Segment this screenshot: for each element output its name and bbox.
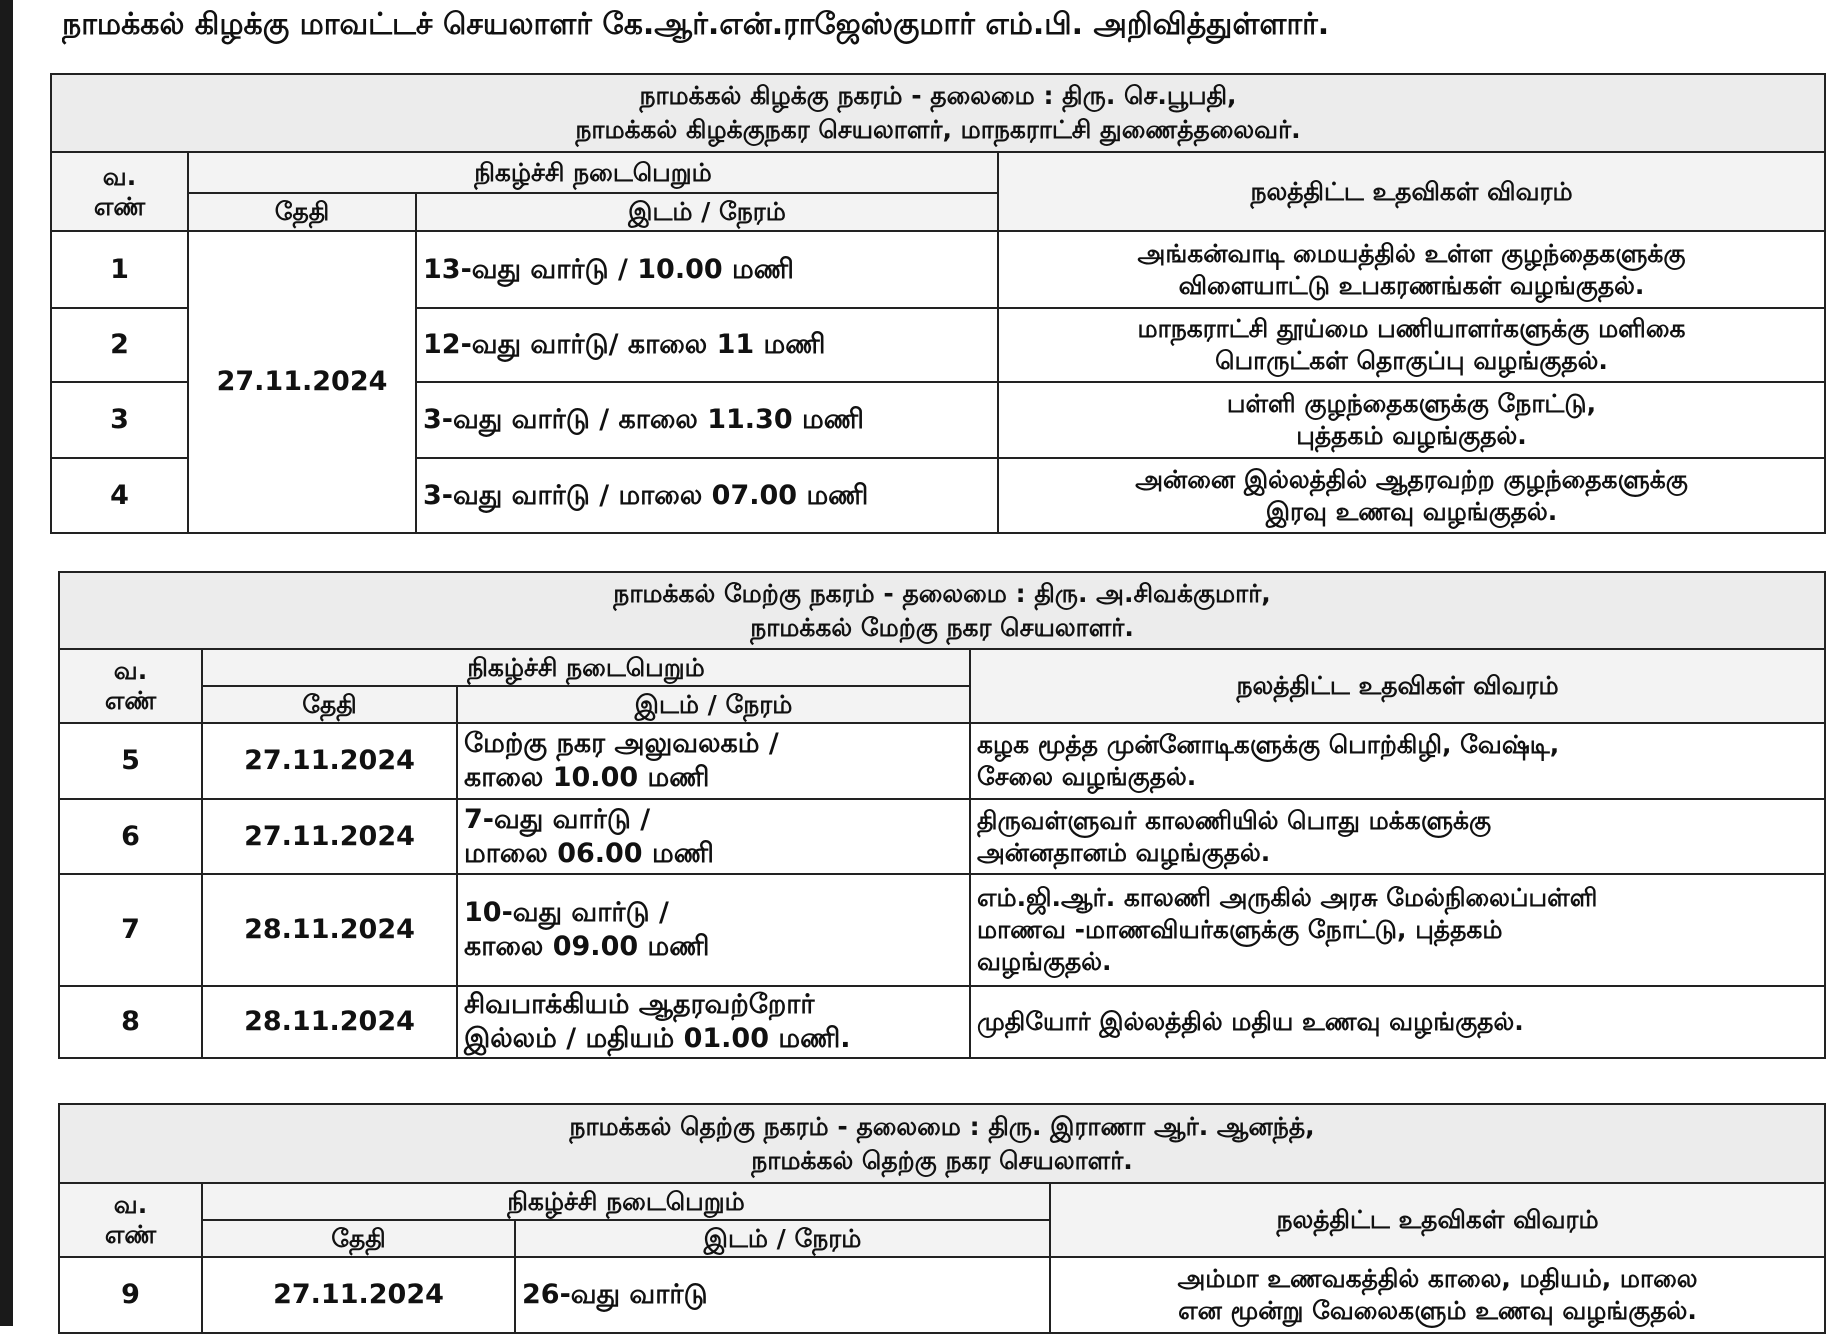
event-header: நிகழ்ச்சி நடைபெறும் [202, 649, 970, 686]
benefit-details [998, 382, 1825, 458]
event-date: 27.11.2024 [188, 231, 416, 533]
event-date: 27.11.2024 [202, 1257, 515, 1333]
details-line: எம்.ஜி.ஆர். காலணி அருகில் அரசு மேல்நிலைப்பள்ளி [977, 883, 1598, 912]
serial-number: 7 [59, 874, 202, 986]
place-line: சிவபாக்கியம் ஆதரவற்றோர் [464, 989, 815, 1020]
details-line: மாநகராட்சி தூய்மை பணியாளர்களுக்கு மளிகை [1137, 314, 1686, 343]
place-line: இல்லம் / மதியம் 01.00 மணி. [464, 1023, 851, 1054]
serial-number: 2 [51, 308, 188, 382]
details-line: அங்கன்வாடி மையத்தில் உள்ள குழந்தைகளுக்கு [1137, 238, 1686, 268]
date-header: தேதி [202, 686, 457, 723]
announcement-heading: நாமக்கல் கிழக்கு மாவட்டச் செயலாளர் கே.ஆர்.என்.ராஜேஸ்குமார் எம்.பி. அறிவித்துள்ளார். [62, 7, 1330, 42]
event-header: நிகழ்ச்சி நடைபெறும் [202, 1183, 1050, 1220]
table-title [59, 572, 1825, 649]
date-header: தேதி [188, 193, 416, 231]
table-title-row [59, 1104, 1825, 1183]
title-line: நாமக்கல் தெற்கு நகரம் - தலைமை : திரு. இராணா ஆர். ஆனந்த், [569, 1111, 1315, 1141]
place-time-header: இடம் / நேரம் [515, 1220, 1050, 1257]
table-row [59, 799, 1825, 874]
details-header: நலத்திட்ட உதவிகள் விவரம் [970, 649, 1825, 723]
event-date: 27.11.2024 [202, 723, 457, 799]
details-line: அம்மா உணவகத்தில் காலை, மதியம், மாலை [1177, 1264, 1698, 1293]
place-time: 13-வது வார்டு / 10.00 மணி [416, 231, 998, 308]
table-title-row [59, 572, 1825, 649]
south-town-schedule-table [58, 1103, 1826, 1334]
details-line: அன்னை இல்லத்தில் ஆதரவற்ற குழந்தைகளுக்கு [1135, 464, 1688, 494]
title-line: நாமக்கல் மேற்கு நகர செயலாளர். [750, 612, 1134, 642]
serial-number: 4 [51, 458, 188, 533]
east-town-schedule-table [50, 73, 1826, 534]
header-row [51, 152, 1825, 193]
title-line: நாமக்கல் கிழக்குநகர செயலாளர், மாநகராட்சி துணைத்தலைவர். [575, 115, 1301, 144]
details-line: புத்தகம் வழங்குதல். [1296, 421, 1527, 450]
place-time: 12-வது வார்டு/ காலை 11 மணி [416, 308, 998, 382]
table-row [59, 874, 1825, 986]
place-line: 7-வது வார்டு / [464, 803, 651, 835]
benefit-details [998, 458, 1825, 533]
place-time: 26-வது வார்டு [515, 1257, 1050, 1333]
place-line: காலை 09.00 மணி [464, 931, 710, 962]
place-time-header: இடம் / நேரம் [416, 193, 998, 231]
details-line: வழங்குதல். [977, 947, 1112, 976]
header-text: வ. [113, 656, 148, 685]
serial-number-header [51, 152, 188, 231]
table-title-row [51, 74, 1825, 152]
serial-number: 6 [59, 799, 202, 874]
left-border-bar [0, 0, 13, 1326]
place-time [457, 799, 970, 874]
details-line: கழக மூத்த முன்னோடிகளுக்கு பொற்கிழி, வேஷ்டி, [977, 730, 1560, 759]
place-line: மாலை 06.00 மணி [464, 837, 714, 869]
place-time [457, 874, 970, 986]
benefit-details [998, 308, 1825, 382]
benefit-details [970, 874, 1825, 986]
header-text: எண் [104, 1220, 157, 1249]
details-line: பொருட்கள் தொகுப்பு வழங்குதல். [1215, 346, 1608, 375]
benefit-details [1050, 1257, 1825, 1333]
title-line: நாமக்கல் கிழக்கு நகரம் - தலைமை : திரு. செ.பூபதி, [639, 81, 1237, 110]
details-line: திருவள்ளுவர் காலணியில் பொது மக்களுக்கு [977, 805, 1492, 835]
details-header: நலத்திட்ட உதவிகள் விவரம் [1050, 1183, 1825, 1257]
header-text: வ. [113, 1190, 148, 1219]
table-title [51, 74, 1825, 152]
benefit-details [998, 231, 1825, 308]
serial-number: 8 [59, 986, 202, 1058]
details-line: சேலை வழங்குதல். [977, 762, 1197, 791]
event-date: 28.11.2024 [202, 986, 457, 1058]
benefit-details [970, 986, 1825, 1058]
title-line: நாமக்கல் தெற்கு நகர செயலாளர். [751, 1145, 1133, 1175]
title-line: நாமக்கல் மேற்கு நகரம் - தலைமை : திரு. அ.சிவக்குமார், [613, 578, 1271, 608]
benefit-details [970, 799, 1825, 874]
serial-number: 5 [59, 723, 202, 799]
header-row [59, 649, 1825, 686]
place-line: மேற்கு நகர அலுவலகம் / [464, 728, 779, 759]
west-town-schedule-table [58, 571, 1826, 1059]
table-row [51, 231, 1825, 308]
details-line: முதியோர் இல்லத்தில் மதிய உணவு வழங்குதல். [977, 1007, 1524, 1036]
date-header: தேதி [202, 1220, 515, 1257]
table-row [59, 1257, 1825, 1333]
table-title [59, 1104, 1825, 1183]
place-line: காலை 10.00 மணி [464, 762, 710, 793]
details-line: என மூன்று வேலைகளும் உணவு வழங்குதல். [1178, 1296, 1697, 1325]
header-text: எண் [93, 191, 146, 221]
header-text: எண் [104, 686, 157, 715]
table-row [59, 986, 1825, 1058]
serial-number: 9 [59, 1257, 202, 1333]
header-row [59, 1183, 1825, 1220]
place-time: 3-வது வார்டு / காலை 11.30 மணி [416, 382, 998, 458]
details-line: விளையாட்டு உபகரணங்கள் வழங்குதல். [1178, 270, 1645, 300]
place-line: 10-வது வார்டு / [464, 897, 669, 928]
serial-number-header [59, 649, 202, 723]
table-row [59, 723, 1825, 799]
place-time [457, 723, 970, 799]
event-header: நிகழ்ச்சி நடைபெறும் [188, 152, 998, 193]
serial-number: 3 [51, 382, 188, 458]
serial-number: 1 [51, 231, 188, 308]
details-line: இரவு உணவு வழங்குதல். [1265, 496, 1558, 526]
details-line: அன்னதானம் வழங்குதல். [977, 837, 1271, 867]
details-header: நலத்திட்ட உதவிகள் விவரம் [998, 152, 1825, 231]
benefit-details [970, 723, 1825, 799]
details-line: பள்ளி குழந்தைகளுக்கு நோட்டு, [1226, 389, 1597, 418]
place-time-header: இடம் / நேரம் [457, 686, 970, 723]
place-time [457, 986, 970, 1058]
details-line: மாணவ -மாணவியர்களுக்கு நோட்டு, புத்தகம் [977, 915, 1503, 944]
serial-number-header [59, 1183, 202, 1257]
event-date: 27.11.2024 [202, 799, 457, 874]
place-time: 3-வது வார்டு / மாலை 07.00 மணி [416, 458, 998, 533]
header-text: வ. [102, 161, 137, 191]
event-date: 28.11.2024 [202, 874, 457, 986]
